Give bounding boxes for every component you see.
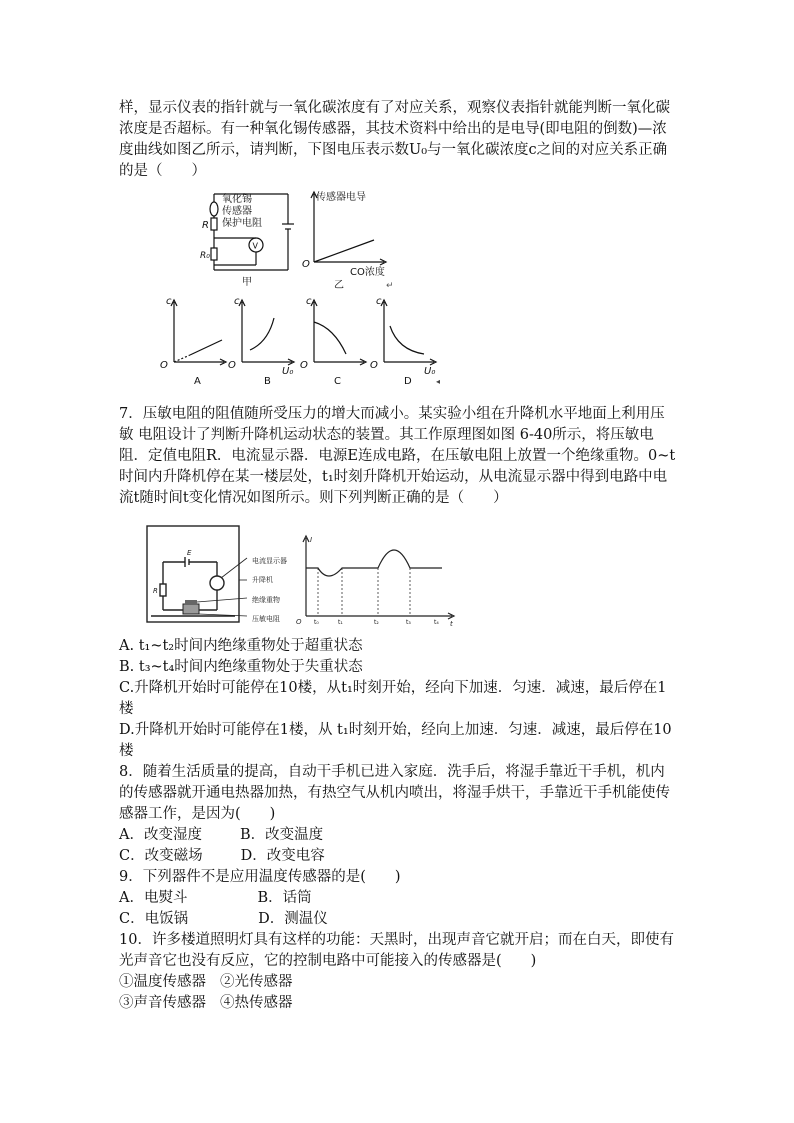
q9-option-d: D．测温仪	[258, 911, 328, 927]
graph-c-origin: O	[300, 360, 308, 371]
q7-option-c: C.升降机开始时可能停在10楼，从t₁时刻开始，经向下加速．匀速．减速，最后停在1楼	[119, 680, 667, 717]
graph-tick-t0: t₀	[314, 619, 319, 626]
graph-a-origin: O	[160, 360, 168, 371]
graph-c-ylabel: c	[306, 296, 312, 307]
graph-b-xlabel: U₀	[282, 366, 294, 377]
graph-d-xlabel: U₀	[424, 366, 436, 377]
jia-caption: 甲	[242, 277, 252, 288]
q9-options-row2	[119, 909, 328, 930]
yi-ylabel: 传感器电导	[316, 192, 366, 203]
graph-a-label: A	[194, 376, 201, 387]
q8-option-c: C．改变磁场	[119, 848, 203, 864]
q8-option-a: A．改变湿度	[119, 827, 202, 843]
choice-graphs	[154, 290, 454, 390]
yi-mark: ↵	[386, 281, 394, 291]
graph-b-origin: O	[228, 360, 236, 371]
graph-tick-t3: t₃	[406, 619, 411, 626]
q10-options-row1	[119, 972, 293, 993]
q9-option-b: B．话筒	[257, 890, 312, 906]
q8-options-row2	[119, 846, 325, 867]
current-time-graph	[296, 532, 462, 628]
jia-label-line1: 氧化锡	[222, 194, 252, 205]
graph-d-origin: O	[370, 360, 378, 371]
q7-option-a: A. t₁~t₂时间内绝缘重物处于超重状态	[119, 638, 363, 654]
graph-b-label: B	[264, 376, 271, 387]
q10-option-3: ③声音传感器	[119, 995, 206, 1011]
graph-c-label: C	[334, 376, 341, 387]
graph-tick-t1: t₁	[338, 619, 343, 626]
graph-i-label: I	[310, 536, 313, 544]
graph-b-ylabel: c	[234, 296, 240, 307]
jia-r0-label: R₀	[200, 251, 210, 261]
jia-r-label: R	[202, 220, 209, 231]
q8-option-b: B．改变温度	[239, 827, 324, 843]
apparatus-label-resistor: 压敏电阻	[252, 615, 280, 623]
graph-origin: O	[296, 618, 302, 626]
graph-a-ylabel: c	[166, 296, 172, 307]
graph-d-ylabel: c	[376, 296, 382, 307]
q8-options-row1	[119, 825, 323, 846]
q10-text: 10．许多楼道照明灯具有这样的功能：天黑时，出现声音它就开启；而在白天，即使有光声音它也没有反应，它的控制电路中可能接入的传感器是( )	[119, 932, 674, 969]
graph-t-label: t	[450, 620, 453, 628]
q10-option-4: ④热传感器	[220, 995, 293, 1011]
graph-tail-mark: ◂	[436, 377, 441, 386]
q7-option-b: B. t₃~t₄时间内绝缘重物处于失重状态	[119, 659, 363, 675]
q9-option-a: A．电熨斗	[119, 890, 188, 906]
q9-option-c: C．电饭锅	[119, 911, 189, 927]
q6-text: 样，显示仪表的指针就与一氧化碳浓度有了对应关系，观察仪表指针就能判断一氧化碳浓度是否超标。有一种氧化锡传感器，其技术资料中给出的是电导(即电阻的倒数)—浓度曲线如图乙所示，请判断，下图电压表示数U₀与一氧化碳浓度c之间的对应关系正确的是（ ）	[119, 100, 670, 179]
q7-text: 7．压敏电阻的阻值随所受压力的增大而减小。某实验小组在升降机水平地面上利用压敏 电阻设计了判断升降机运动状态的装置。其工作原理图如图 6-40所示，将压敏电阻．定值电阻R．电流显示器．电源E连成电路，在压敏电阻上放置一个绝缘重物。0~t时间内升降机停在某一楼层处，t₁时刻升降机开始运动，从电流显示器中得到电路中电流t随时间t变化情况如图所示。则下列判断正确的是（ ）	[119, 406, 676, 506]
graph-d-label: D	[404, 376, 412, 387]
apparatus-label-ammeter: 电流显示器	[252, 557, 287, 565]
yi-xlabel: CO浓度	[350, 267, 385, 278]
q8-option-d: D．改变电容	[240, 848, 325, 864]
q10-option-1: ①温度传感器	[119, 974, 206, 990]
q10-option-2: ②光传感器	[220, 974, 293, 990]
jia-label-line3: 保护电阻	[222, 218, 262, 229]
yi-origin: O	[302, 259, 310, 270]
q9-options-row1	[119, 888, 312, 909]
q9-text: 9．下列器件不是应用温度传感器的是( )	[119, 869, 401, 885]
graph-tick-t2: t₂	[374, 619, 379, 626]
apparatus-r-label: R	[153, 587, 158, 595]
apparatus-e-label: E	[187, 549, 192, 557]
jia-label-line2: 传感器	[222, 206, 252, 217]
q7-option-d: D.升降机开始时可能停在1楼，从 t₁时刻开始，经向上加速．匀速．减速，最后停在10楼	[119, 722, 672, 759]
q10-options-row2	[119, 993, 293, 1014]
graph-tick-t4: t₄	[434, 619, 439, 626]
apparatus-label-elevator: 升降机	[252, 576, 273, 584]
graph-yi-figure	[298, 188, 408, 298]
q8-text: 8．随着生活质量的提高，自动干手机已进入家庭．洗手后，将湿手靠近干手机，机内的传感器就开通电热器加热，有热空气从机内喷出，将湿手烘干，手靠近干手机能使传感器工作，是因为( )	[119, 764, 670, 822]
elevator-apparatus-figure	[143, 522, 263, 626]
apparatus-label-weight: 绝缘重物	[252, 596, 280, 604]
yi-caption: 乙	[334, 280, 344, 291]
circuit-jia-figure	[200, 188, 300, 288]
voltmeter-label: V	[252, 241, 258, 251]
